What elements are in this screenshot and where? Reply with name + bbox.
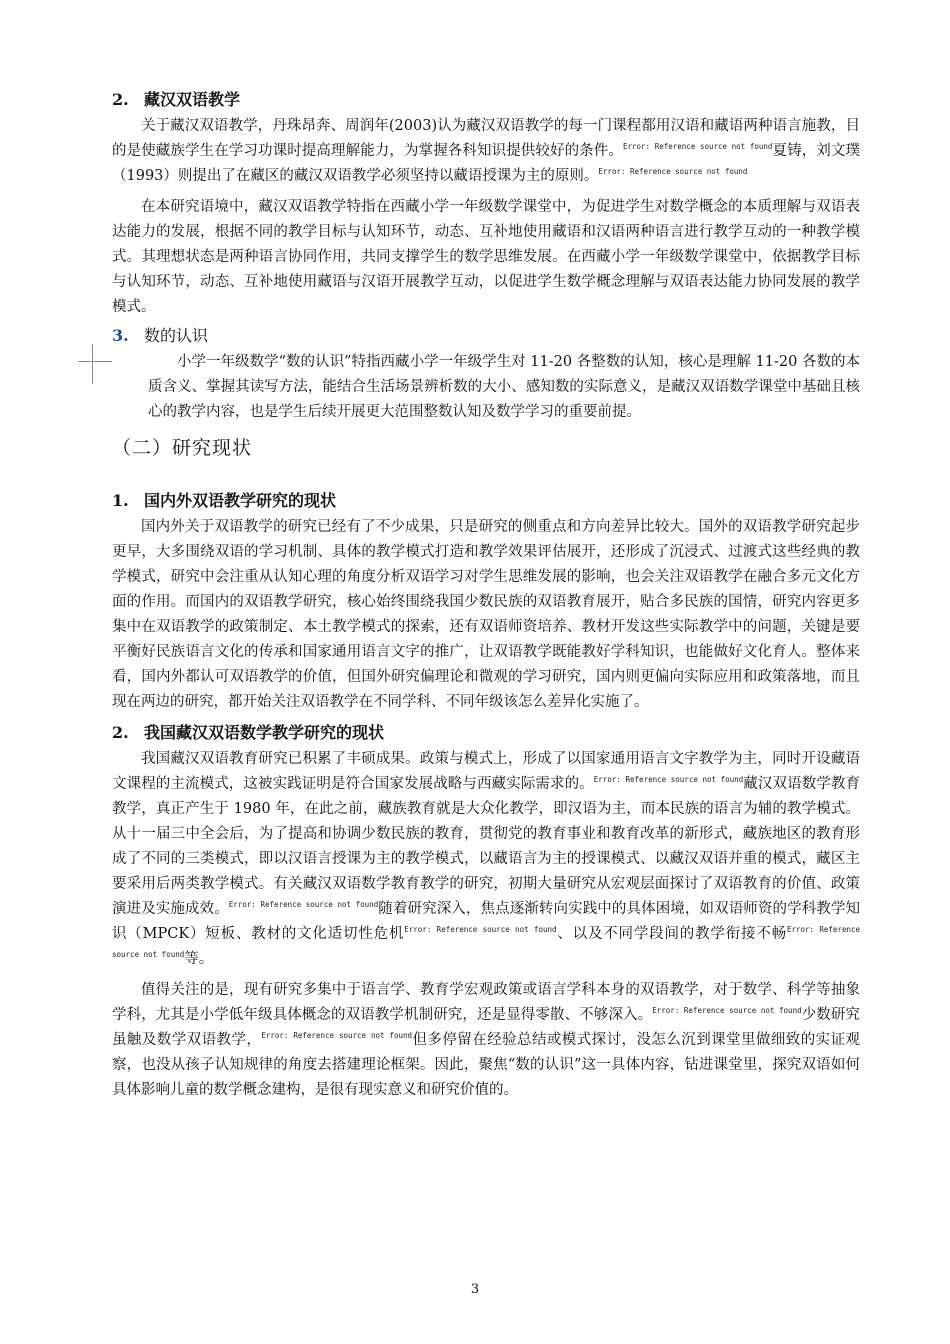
heading-text: 我国藏汉双语数学教学研究的现状 [144,723,385,742]
heading-number: 3. [112,326,129,345]
heading-number: 2. [112,90,129,109]
heading-text: 国内外双语教学研究的现状 [144,491,337,510]
heading-number-recognition [112,324,860,348]
reference-error: Error: Reference source not found [598,167,748,177]
reference-error: Error: Reference source not found [228,900,379,910]
reference-error: Error: Reference source not found [652,1006,802,1016]
heading-text: 数的认识 [144,326,209,345]
reference-error: Error: Reference source not found [261,1031,413,1041]
section-heading-research-status: （二）研究现状 [112,437,253,459]
page-content [112,88,860,1109]
page-number: 3 [470,1282,480,1297]
paragraph: 值得关注的是，现有研究多集中于语言学、教育学宏观政策或语言学科本身的双语教学，对于数学、科学等抽象学科，尤其是小学低年级具体概念的双语教学机制研究，还是显得零散、不够深入。$^{Error: Reference source not found}$少数研究虽触及数学双语教学，$^{Error: Reference source not found}$但多停留在经验总结或模式探讨，没怎么沉到课堂里做细致的实证观察，也没从孩子认知规律的角度去搭建理论框架。因此，聚焦“数的认识”这一具体内容，钻进课堂里，探究双语如何具体影响儿童的数学概念建构，是很有现实意义和研究价值的。 [112,982,861,1098]
revision-bar [92,344,93,384]
revision-marker [78,361,112,362]
reference-error: Error: Reference source not found [404,925,557,935]
heading-text: 藏汉双语教学 [144,90,241,109]
paragraph: 小学一年级数学“数的认识”特指西藏小学一年级学生对 11-20 各整数的认知，核心是理解 11-20 各数的本质含义、掌握其读写方法，能结合生活场景辨析数的大小、感知数的实际意义，是藏汉双语数学课堂中基础且核心的教学内容，也是学生后续开展更大范围整数认知及数学学习的重要前提。 [148,354,860,420]
paragraph: 我国藏汉双语教育研究已积累了丰硕成果。政策与模式上，形成了以国家通用语言文字教学为主，同时开设藏语文课程的主流模式，这被实践证明是符合国家发展战略与西藏实际需求的。$^{Error: Reference source not found}$藏汉双语数学教育教学，真正产生于 1980 年，在此之前，藏族教育就是大众化教学，即汉语为主，而本民族的语言为辅的教学模式。从十一届三中全会后，为了提高和协调少数民族的教育，贯彻党的教育事业和教育改革的新形式，藏族地区的教育形成了不同的三类模式，即以汉语言授课为主的教学模式，以藏语言为主的授课模式、以藏汉双语并重的模式，藏区主要采用后两类教学模式。有关藏汉双语数学教育教学的研究，初期大量研究从宏观层面探讨了双语教育的价值、政策演进及实施成效。$^{Error: Reference source not found}$随着研究深入，焦点逐渐转向实践中的具体困境，如双语师资的学科教学知识（MPCK）短板、教材的文化适切性危机$^{Error: Reference source not found}$、以及不同学段间的教学衔接不畅$^{Error: Reference source not found}$等。 [112,751,861,967]
reference-error: Error: Reference source not found [622,142,773,152]
heading-tibetan-math [112,721,860,745]
reference-error: Error: Reference source not found [593,775,744,785]
heading-bilingual-teaching [112,88,860,112]
paragraph: 国内外关于双语教学的研究已经有了不少成果，只是研究的侧重点和方向差异比较大。国外的双语教学研究起步更早，大多围绕双语的学习机制、具体的教学模式打造和教学效果评估展开，还形成了沉浸式、过渡式这些经典的教学模式，研究中会注重从认知心理的角度分析双语学习对学生思维发展的影响，也会关注双语教学在融合多元文化方面的作用。而国内的双语教学研究，核心始终围绕我国少数民族的双语教育展开，贴合多民族的国情，研究内容更多集中在双语教学的政策制定、本土教学模式的探索，还有双语师资培养、教材开发这些实际教学中的问题，关键是要平衡好民族语言文化的传承和国家通用语言文字的推广，让双语教学既能教好学科知识，也能做好文化育人。整体来看，国内外都认可双语教学的价值，但国外研究偏理论和微观的学习研究，国内则更偏向实际应用和政策落地，而且现在两边的研究，都开始关注双语教学在不同学科、不同年级该怎么差异化实施了。 [112,519,860,710]
paragraph: 关于藏汉双语教学，丹珠昂奔、周润年(2003)认为藏汉双语教学的每一门课程都用汉语和藏语两种语言施教，目的是使藏族学生在学习功课时提高理解能力，为掌握各科知识提供较好的条件。$^{Error: Reference source not found}$夏铸，刘文璞（1993）则提出了在藏区的藏汉双语教学必须坚持以藏语授课为主的原则。$^{Error: Reference source not found}$ [112,118,860,184]
heading-domestic-foreign [112,489,860,513]
heading-number: 2. [112,723,129,742]
heading-number: 1. [112,491,129,510]
paragraph: 在本研究语境中，藏汉双语教学特指在西藏小学一年级数学课堂中，为促进学生对数学概念的本质理解与双语表达能力的发展，根据不同的教学目标与认知环节，动态、互补地使用藏语和汉语两种语言进行教学互动的一种教学模式。其理想状态是两种语言协同作用，共同支撑学生的数学思维发展。在西藏小学一年级数学课堂中，依据教学目标与认知环节，动态、互补地使用藏语与汉语开展教学互动，以促进学生数学概念理解与双语表达能力协同发展的教学模式。 [112,199,860,315]
reference-error: Error: Reference source not found [112,925,861,960]
